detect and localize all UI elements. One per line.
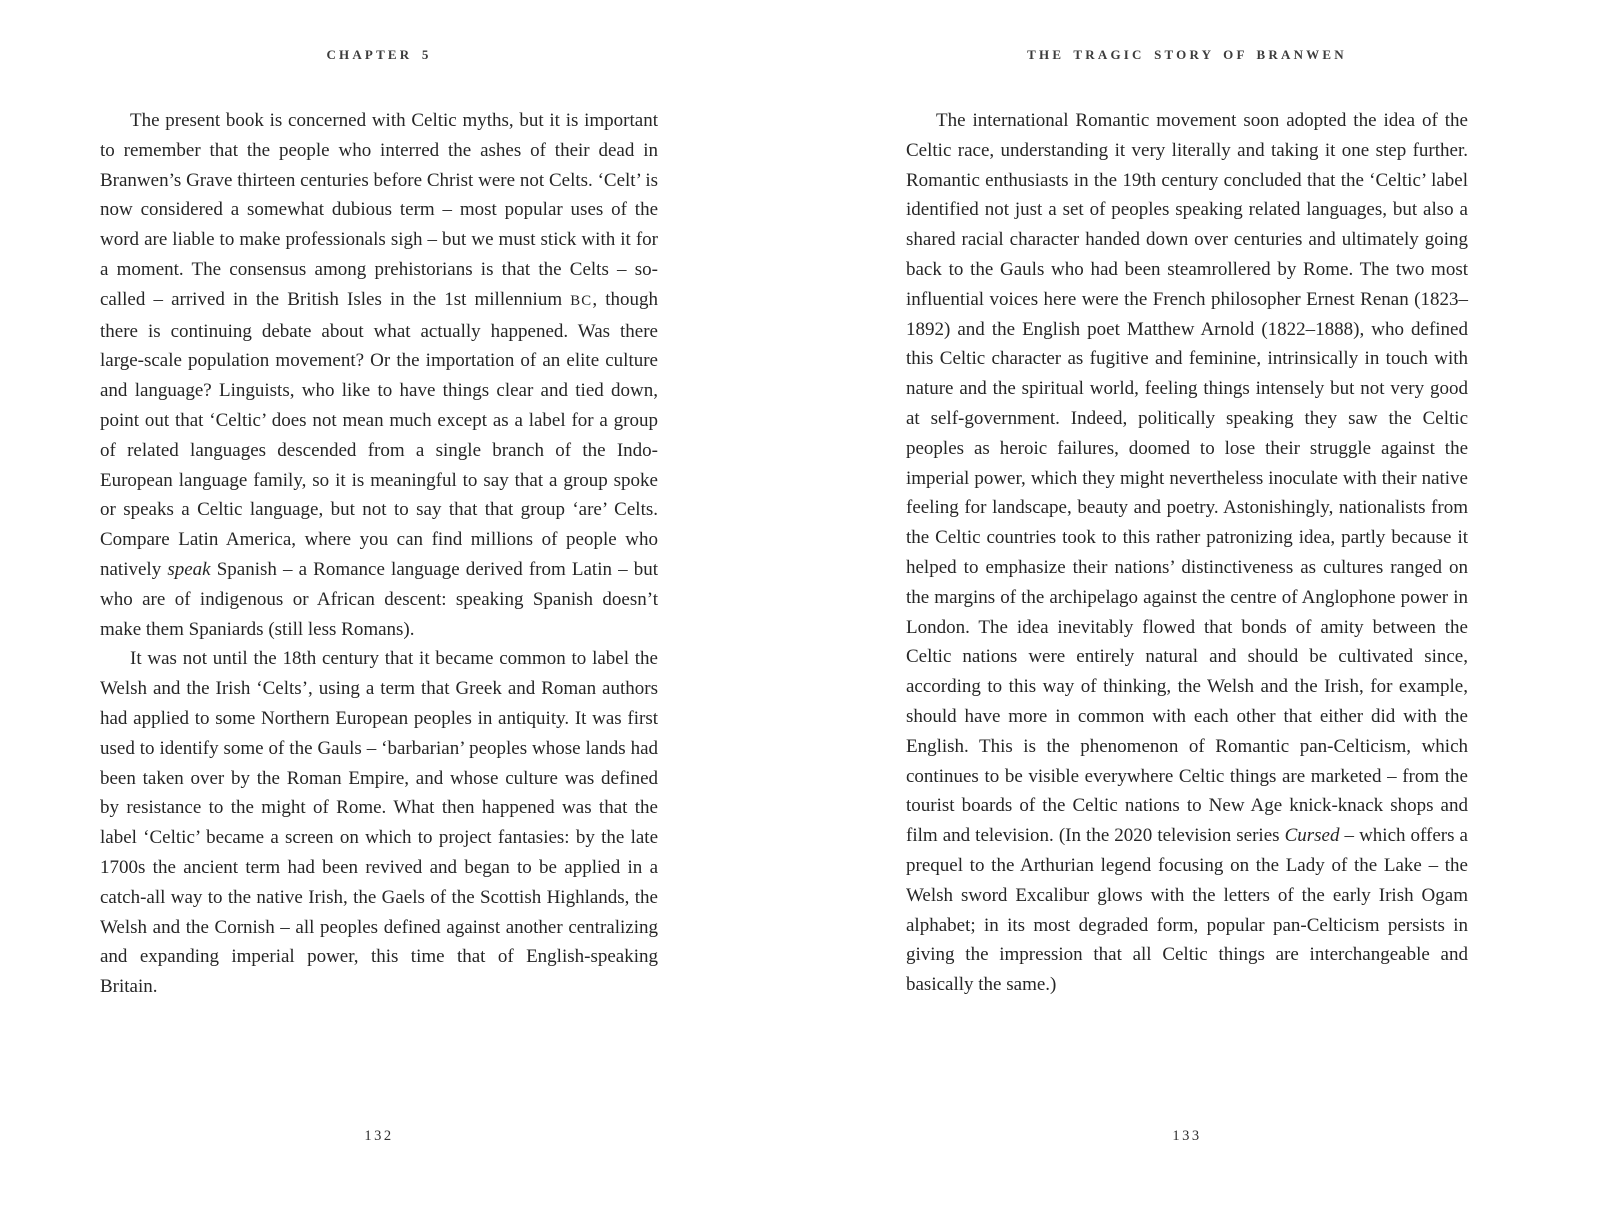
right-page-body [906,106,1468,1000]
paragraph [100,644,658,1002]
text-run: The international Romantic movement soon adopted the idea of the Celtic race, understanding it very literally and taking it one step further. Romantic enthusiasts in the 19th century concluded that the ‘Celtic’ label identified not just a set of peoples speaking related languages, but also a shared racial character handed down over centuries and ultimately going back to the Gauls who had been steamrollered by Rome. The two most influential voices here were the French philosopher Ernest Renan (1823–1892) and the English poet Matthew Arnold (1822–1888), who defined this Celtic character as fugitive and feminine, intrinsically in touch with nature and the spiritual world, feeling things intensely but not very good at self-government. Indeed, politically speaking they saw the Celtic peoples as heroic failures, doomed to lose their struggle against the imperial power, which they might nevertheless inoculate with their native feeling for landscape, beauty and poetry. Astonishingly, nationalists from the Celtic countries took to this rather patronizing idea, partly because it helped to emphasize their nations’ distinctiveness as cultures ranged on the margins of the archipelago against the centre of Anglophone power in London. The idea inevitably flowed that bonds of amity between the Celtic nations were entirely natural and should be cultivated since, according to this way of thinking, the Welsh and the Irish, for example, should have more in common with each other that either did with the English. This is the phenomenon of Romantic pan-Celticism, which continues to be visible everywhere Celtic things are marketed – from the tourist boards of the Celtic nations to New Age knick-knack shops and film and television. (In the 2020 television series [906,110,1468,847]
running-head-story-title: THE TRAGIC STORY OF BRANWEN [1027,47,1347,62]
right-page-content [906,0,1468,1224]
left-page-number: 132 [364,1128,394,1144]
running-head-chapter: CHAPTER 5 [326,47,432,62]
text-run: , though there is continuing debate about what actually happened. Was there large-scale population movement? Or the importation of an elite culture and language? Linguists, who like to have things clear and tied down, point out that ‘Celtic’ does not mean much except as a label for a group of related languages descended from a single branch of the Indo-European language family, so it is meaningful to say that a group spoke or speaks a Celtic language, but not to say that that group ‘are’ Celts. Compare Latin America, where you can find millions of people who natively [100,288,659,580]
text-run: It was not until the 18th century that it became common to label the Welsh and the Irish ‘Celts’, using a term that Greek and Roman authors had applied to some Northern European peoples in antiquity. It was first used to identify some of the Gauls – ‘barbarian’ peoples whose lands had been taken over by the Roman Empire, and whose culture was defined by resistance to the might of Rome. What then happened was that the label ‘Celtic’ became a screen on which to project fantasies: by the late 1700s the ancient term had been revived and began to be applied in a catch-all way to the native Irish, the Gaels of the Scottish Highlands, the Welsh and the Cornish – all peoples defined against another centralizing and expanding imperial power, this time that of English-speaking Britain. [100,648,658,998]
text-run: Spanish – a Romance language derived from Latin – but who are of indigenous or African descent: speaking Spanish doesn’t make them Spaniards (still less Romans). [100,558,659,640]
smallcaps-text: BC [570,292,593,309]
left-page-content [100,0,658,1224]
italic-text: Cursed [1284,825,1340,847]
paragraph [906,106,1468,1000]
text-run: – which offers a prequel to the Arthurian legend focusing on the Lady of the Lake – the Welsh sword Excalibur glows with the letters of the early Irish Ogam alphabet; in its most degraded form, popular pan-Celticism persists in giving the impression that all Celtic things are interchangeable and basically the same.) [906,825,1468,996]
right-page [800,0,1600,1224]
italic-text: speak [167,558,211,580]
paragraph [100,106,658,644]
right-page-number: 133 [1172,1128,1202,1144]
left-page-body [100,106,658,1002]
text-run: The present book is concerned with Celtic myths, but it is important to remember that the people who interred the ashes of their dead in Branwen’s Grave thirteen centuries before Christ were not Celts. ‘Celt’ is now considered a somewhat dubious term – most popular uses of the word are liable to make professionals sigh – but we must stick with it for a moment. The consensus among prehistorians is that the Celts – so-called – arrived in the British Isles in the 1st millennium [100,110,658,310]
